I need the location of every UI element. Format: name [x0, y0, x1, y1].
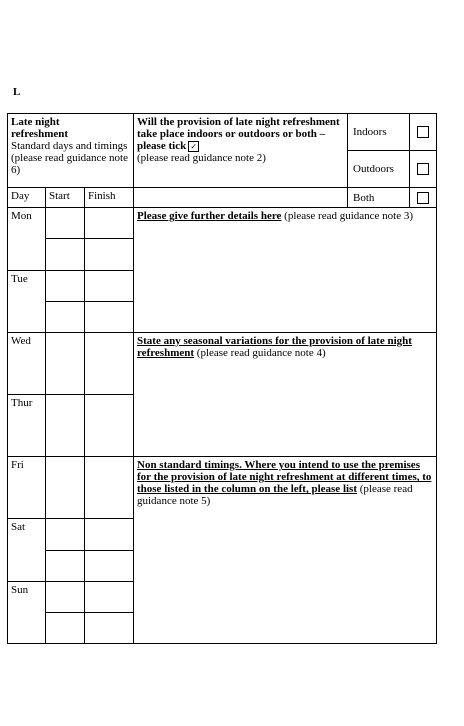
sun-finish-2[interactable]	[85, 612, 134, 643]
left-panel-title: Late night refreshment	[11, 116, 69, 140]
sat-start-1[interactable]	[46, 519, 85, 550]
option-both-cell[interactable]	[410, 188, 437, 208]
sat-start-2[interactable]	[46, 550, 85, 581]
fri-finish[interactable]	[85, 457, 134, 519]
tick-icon: ✓	[188, 141, 199, 152]
seasonal-heading: State any seasonal variations for the provision of late night refreshment	[137, 334, 412, 359]
further-details-note: (please read guidance note 3)	[284, 210, 414, 223]
outdoors-checkbox[interactable]	[417, 163, 429, 175]
col-header-finish: Finish	[85, 188, 134, 208]
non-standard-timings-area[interactable]	[134, 457, 437, 644]
further-details-area[interactable]	[134, 208, 437, 332]
day-label-wed: Wed	[8, 332, 46, 394]
question-spacer	[134, 188, 348, 208]
thur-finish[interactable]	[85, 394, 134, 456]
col-header-start: Start	[46, 188, 85, 208]
wed-start[interactable]	[46, 332, 85, 394]
sat-finish-2[interactable]	[85, 550, 134, 581]
non-standard-note: (please read guidance note 5)	[137, 483, 413, 508]
sun-start-2[interactable]	[46, 612, 85, 643]
location-question-text: Will the provision of late night refreshment take place indoors or outdoors or both – please tick	[137, 116, 340, 152]
mon-start-2[interactable]	[46, 239, 85, 270]
day-label-fri: Fri	[8, 457, 46, 519]
day-label-thur: Thur	[8, 394, 46, 456]
day-label-sun: Sun	[8, 581, 46, 643]
sun-start-1[interactable]	[46, 581, 85, 612]
thur-start[interactable]	[46, 394, 85, 456]
location-question-note: (please read guidance note 2)	[137, 152, 266, 164]
sat-finish-1[interactable]	[85, 519, 134, 550]
further-details-heading: Please give further details here	[137, 210, 282, 223]
both-checkbox[interactable]	[417, 192, 429, 204]
option-outdoors-cell[interactable]	[410, 151, 437, 188]
option-indoors-cell[interactable]	[410, 114, 437, 151]
seasonal-variations-area[interactable]	[134, 332, 437, 456]
tue-finish-1[interactable]	[85, 270, 134, 301]
fri-start[interactable]	[46, 457, 85, 519]
sun-finish-1[interactable]	[85, 581, 134, 612]
section-letter: L	[13, 86, 21, 98]
option-both-label: Both	[348, 188, 410, 208]
wed-finish[interactable]	[85, 332, 134, 394]
left-panel-header	[8, 114, 134, 188]
non-standard-heading: Non standard timings. Where you intend to use the premises for the provision of late night refreshment at different times, to those listed in the column on the left, please list	[137, 459, 432, 496]
option-outdoors-label: Outdoors	[348, 151, 410, 188]
indoors-checkbox[interactable]	[417, 126, 429, 138]
tue-start-2[interactable]	[46, 301, 85, 332]
day-label-sat: Sat	[8, 519, 46, 581]
tue-finish-2[interactable]	[85, 301, 134, 332]
location-question	[134, 114, 348, 188]
mon-finish-1[interactable]	[85, 208, 134, 239]
seasonal-note: (please read guidance note 4)	[196, 346, 326, 359]
mon-start-1[interactable]	[46, 208, 85, 239]
option-indoors-label: Indoors	[348, 114, 410, 151]
col-header-day: Day	[8, 188, 46, 208]
late-night-refreshment-form	[7, 113, 437, 644]
mon-finish-2[interactable]	[85, 239, 134, 270]
day-label-tue: Tue	[8, 270, 46, 332]
day-label-mon: Mon	[8, 208, 46, 270]
tue-start-1[interactable]	[46, 270, 85, 301]
left-panel-subtitle: Standard days and timings (please read guidance note 6)	[11, 140, 128, 176]
